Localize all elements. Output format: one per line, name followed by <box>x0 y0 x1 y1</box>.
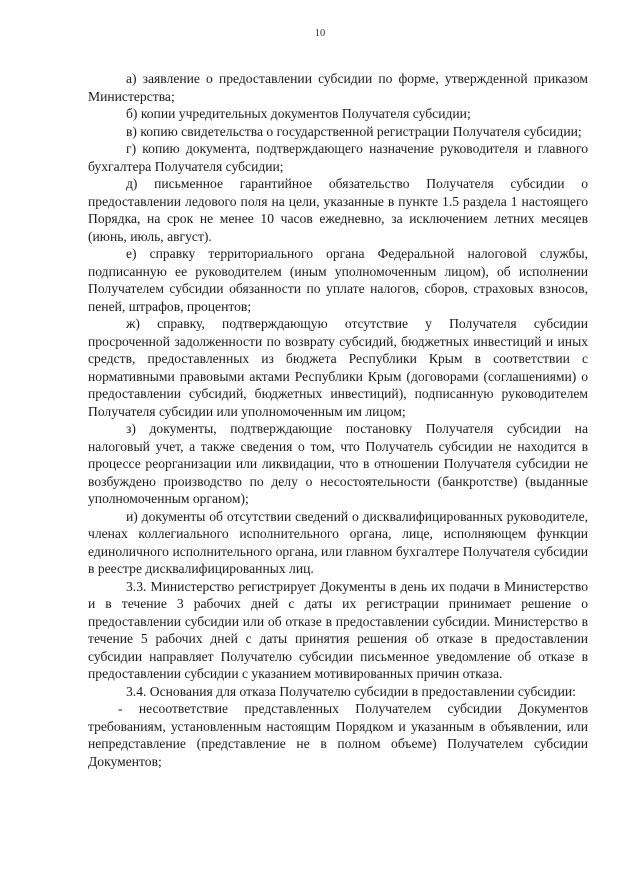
item-zh-paragraph: ж) справку, подтверждающую отсутствие у Получателя субсидии просроченной задолженности по возврату субсидий, бюджетных инвестиций и иных средств, предоставленных из бюджета Республики Крым в соответствии с нормативными правовыми актами Республики Крым (договорами (соглашениями) о предоставлении субсидий, бюджетных инвестиций), подписанную руководителем Получателя субсидии или уполномоченным им лицом; <box>88 316 588 419</box>
item-g-paragraph: г) копию документа, подтверждающего назначение руководителя и главного бухгалтера Получателя субсидии; <box>88 141 588 174</box>
page-number: 10 <box>314 28 326 39</box>
clause-3-4-paragraph: 3.4. Основания для отказа Получателю субсидии в предоставлении субсидии: <box>126 683 576 699</box>
refusal-ground-1-paragraph: - несоответствие представленных Получателем субсидии Документов требованиям, установленным настоящим Порядком и указанным в объявлении, или непредставление (представление не в полном объеме) Получателем субсидии Документов; <box>88 701 588 769</box>
item-d-paragraph: д) письменное гарантийное обязательство Получателя субсидии о предоставлении ледового поля на цели, указанные в пункте 1.5 раздела 1 настоящего Порядка, на срок не менее 10 часов ежедневно, за исключением летних месяцев (июнь, июль, август). <box>88 176 588 244</box>
clause-3-3-paragraph: 3.3. Министерство регистрирует Документы в день их подачи в Министерство и в течение 3 рабочих дней с даты их регистрации принимает решение о предоставлении субсидии или об отказе в предоставлении субсидии. Министерство в течение 5 рабочих дней с даты принятия решения об отказе в предоставлении субсидии направляет Получателю субсидии письменное уведомление об отказе в предоставлении субсидии с указанием мотивированных причин отказа. <box>88 578 588 681</box>
item-a-paragraph: а) заявление о предоставлении субсидии по форме, утвержденной приказом Министерства; <box>88 71 588 104</box>
item-v-paragraph: в) копию свидетельства о государственной регистрации Получателя субсидии; <box>126 123 582 139</box>
item-z-paragraph: з) документы, подтверждающие постановку Получателя субсидии на налоговый учет, а также сведения о том, что Получатель субсидии не находится в процессе реорганизации или ликвидации, что в отношении Получателя субсидии не возбуждено производство по делу о несостоятельности (банкротстве) (выданные уполномоченным органом); <box>88 421 588 506</box>
item-b-paragraph: б) копии учредительных документов Получателя субсидии; <box>126 106 471 121</box>
item-i-paragraph: и) документы об отсутствии сведений о дисквалифицированных руководителе, членах коллегиального исполнительного органа, лице, исполняющем функции единоличного исполнительного органа, или главном бухгалтере Получателя субсидии в реестре дисквалифицированных лиц. <box>88 508 588 576</box>
item-e-paragraph: е) справку территориального органа Федеральной налоговой службы, подписанную ее руководителем (иным уполномоченным лицом), об исполнении Получателем субсидии обязанности по уплате налогов, сборов, страховых взносов, пеней, штрафов, процентов; <box>88 246 588 314</box>
document-body <box>88 70 588 770</box>
